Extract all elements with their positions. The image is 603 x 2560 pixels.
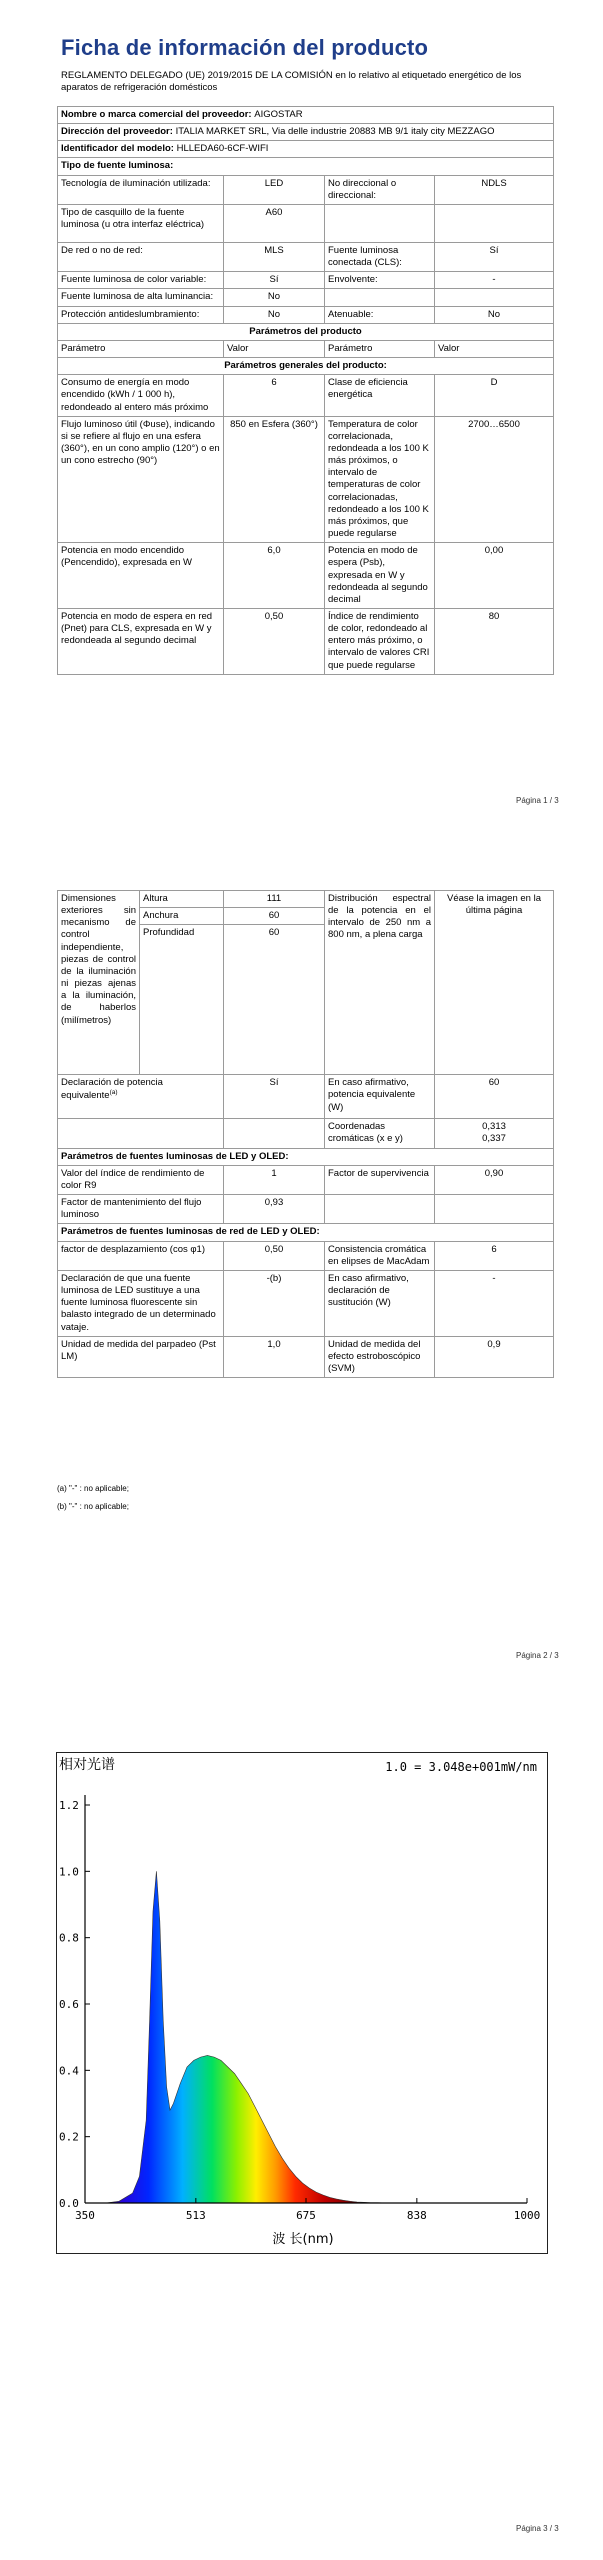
table-row: Declaración de que una fuente luminosa de LED sustituye a una fuente luminosa fluorescente sin balasto integrado de un determinado vataje. -(b) En caso afirmativo, declaración de sustitución (W) - — [58, 1270, 554, 1336]
table-row: Fuente luminosa de color variable: Sí Envolvente: - — [58, 272, 554, 289]
source-type-header: Tipo de fuente luminosa: — [58, 158, 554, 175]
address-row: Dirección del proveedor: ITALIA MARKET SRL, Via delle industrie 20883 MB 9/1 italy city MEZZAGO — [58, 124, 554, 141]
product-info-table-1 — [57, 106, 554, 675]
led-header: Parámetros de fuentes luminosas de LED y OLED: — [58, 1148, 554, 1165]
page-number-2: Página 2 / 3 — [516, 1651, 559, 1660]
spectrum-svg — [57, 1753, 548, 2254]
table-row: Profundidad 60 — [58, 925, 554, 1075]
spectrum-chart — [56, 1752, 548, 2254]
footnote-a: (a) "-" : no aplicable; — [57, 1484, 129, 1493]
table-row: Valor del índice de rendimiento de color R9 1 Factor de supervivencia 0,90 — [58, 1165, 554, 1194]
rows-a — [58, 175, 554, 323]
table-row: Flujo luminoso útil (Φuse), indicando si se refiere al flujo en una esfera (360°), en un cono amplio (120°) o en un cono estrecho (90°) 850 en Esfera (360°) Temperatura de color correlacionada, redondeada a los 100 K más próximos, o intervalo de temperaturas de color correlacionadas, redondeado a los 100 K más próximos, que puede regularse 2700…6500 — [58, 416, 554, 543]
table-row: De red o no de red: MLS Fuente luminosa conectada (CLS): Sí — [58, 242, 554, 271]
x-tick-label: 838 — [406, 2209, 427, 2222]
x-tick-label: 513 — [185, 2209, 206, 2222]
plot-area — [59, 1795, 540, 2222]
table-row: Protección antideslumbramiento: No Atenuable: No — [58, 306, 554, 323]
supplier-row: Nombre o marca comercial del proveedor: AIGOSTAR — [58, 107, 554, 124]
table-row: factor de desplazamiento (cos φ1) 0,50 Consistencia cromática en elipses de MacAdam 6 — [58, 1241, 554, 1270]
y-tick-label: 1.2 — [59, 1799, 79, 1812]
footnote-b: (b) "-" : no aplicable; — [57, 1502, 129, 1511]
table-row: Declaración de potencia equivalente$^{(a)}$ Sí En caso afirmativo, potencia equivalente (W) 60 — [58, 1075, 554, 1119]
y-tick-label: 0.2 — [59, 2130, 79, 2144]
product-info-table-2 — [57, 890, 554, 1378]
table-row: Consumo de energía en modo encendido (kWh / 1 000 h), redondeado al entero más próximo 6 Clase de eficiencia energética D — [58, 375, 554, 416]
table-row: Unidad de medida del parpadeo (Pst LM) 1,0 Unidad de medida del efecto estroboscópico (SVM) 0,9 — [58, 1336, 554, 1377]
param-columns: Parámetro Valor Parámetro Valor — [58, 340, 554, 357]
page-1 — [0, 0, 603, 788]
y-tick-label: 1.0 — [59, 1865, 79, 1879]
document-title: Ficha de información del producto — [61, 35, 429, 60]
y-tick-label: 0.8 — [59, 1931, 79, 1945]
page-number-3: Página 3 / 3 — [516, 2524, 559, 2533]
params-header: Parámetros del producto — [58, 323, 554, 340]
general-header: Parámetros generales del producto: — [58, 358, 554, 375]
table-row: Tipo de casquillo de la fuente luminosa (u otra interfaz eléctrica) A60 — [58, 204, 554, 242]
x-axis-label: 波 长(nm) — [272, 2232, 334, 2247]
chart-annotation: 1.0 = 3.048e+001mW/nm — [385, 1760, 537, 1774]
dimensions-row: Dimensiones exteriores sin mecanismo de control independiente, piezas de control de la iluminación ni piezas ajenas a la iluminación, de haberlos (milímetros) Altura 111 Distribución espectral de la potencia en el intervalo de 250 nm a 800 nm, a plena carga Véase la imagen en la última página — [58, 891, 554, 908]
table-row: Tecnología de iluminación utilizada: LED No direccional o direccional: NDLS — [58, 175, 554, 204]
chart-title: 相对光谱 — [59, 1757, 115, 1773]
x-tick-label: 350 — [75, 2209, 95, 2222]
x-tick-label: 675 — [296, 2209, 316, 2222]
y-tick-label: 0.4 — [59, 2064, 79, 2078]
model-row: Identificador del modelo: HLLEDA60-6CF-WIFI — [58, 141, 554, 158]
table-row: Anchura 60 — [58, 908, 554, 925]
y-tick-label: 0.0 — [59, 2197, 79, 2210]
table-row: Potencia en modo encendido (Pencendido), expresada en W 6,0 Potencia en modo de espera (Psb), expresada en W y redondeada al segundo decimal 0,00 — [58, 543, 554, 609]
table-row: Potencia en modo de espera en red (Pnet) para CLS, expresada en W y redondeada al segundo decimal 0,50 Índice de rendimiento de color, redondeado al entero más próximo, o intervalo de valores CRI que puede regularse 80 — [58, 609, 554, 675]
x-tick-label: 1000 — [513, 2209, 541, 2222]
ledred-header: Parámetros de fuentes luminosas de red de LED y OLED: — [58, 1224, 554, 1241]
y-tick-label: 0.6 — [59, 1998, 79, 2011]
table-row: Fuente luminosa de alta luminancia: No — [58, 289, 554, 306]
spectrum-area — [85, 1871, 527, 2203]
regulation-text: REGLAMENTO DELEGADO (UE) 2019/2015 DE LA COMISIÓN en lo relativo al etiquetado energético de los aparatos de refrigeración domésticos — [61, 70, 522, 94]
table-row: Factor de mantenimiento del flujo luminoso 0,93 — [58, 1195, 554, 1224]
table-row: Coordenadas cromáticas (x e y) 0,313 0,337 — [58, 1119, 554, 1148]
page-number-1: Página 1 / 3 — [516, 796, 559, 805]
